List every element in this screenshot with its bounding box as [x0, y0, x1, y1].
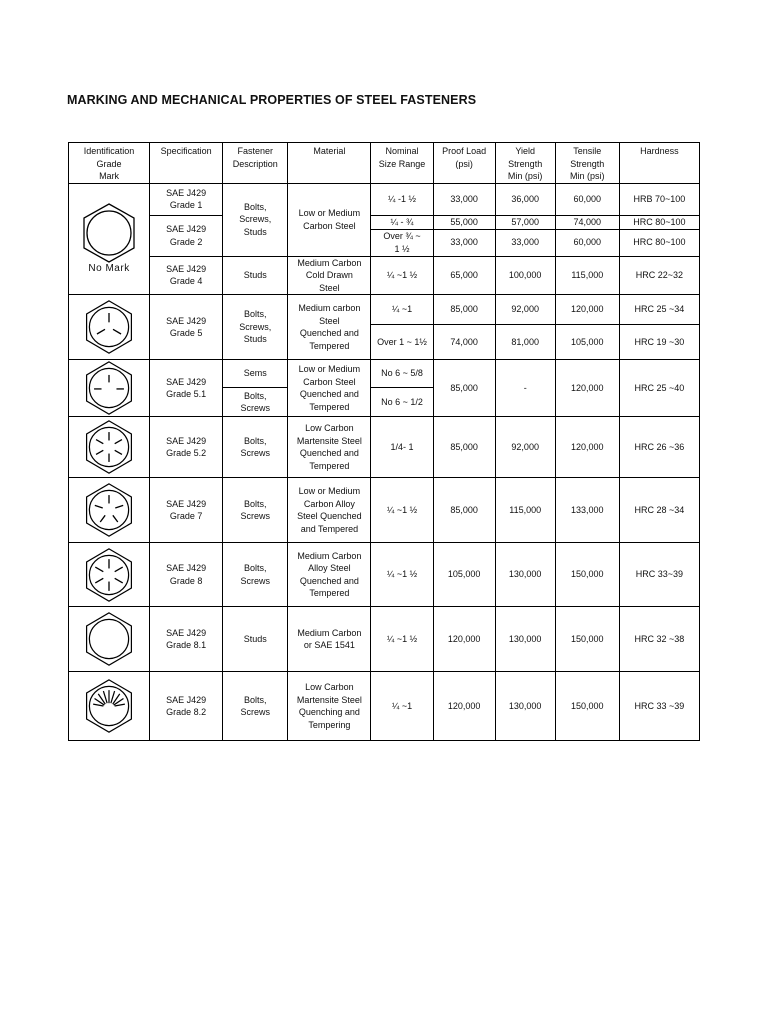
- sunburst-hexagon-icon: [81, 678, 137, 734]
- proof-cell: 33,000: [433, 183, 495, 215]
- table-row: [69, 295, 700, 325]
- yield-cell: 115,000: [495, 478, 555, 543]
- tensile-cell: 150,000: [555, 543, 619, 607]
- tensile-cell: 150,000: [555, 672, 619, 741]
- yield-cell: 92,000: [495, 295, 555, 325]
- desc-cell: Bolts, Screws: [223, 478, 288, 543]
- size-cell: ¼ - ¾: [371, 215, 433, 229]
- spec-cell: SAE J429 Grade 4: [150, 256, 223, 295]
- size-cell: ¼ ~1 ½: [371, 607, 433, 672]
- table-row: [69, 478, 700, 543]
- tensile-cell: 120,000: [555, 417, 619, 478]
- desc-cell: Bolts, Screws: [223, 672, 288, 741]
- plain-hexagon-icon: [81, 611, 137, 667]
- three-dash-hexagon-icon: [81, 360, 137, 416]
- table-row: [69, 256, 700, 295]
- material-cell: Medium Carbon Cold Drawn Steel: [288, 256, 371, 295]
- yield-cell: 81,000: [495, 325, 555, 360]
- table-row: [69, 417, 700, 478]
- yield-cell: 57,000: [495, 215, 555, 229]
- yield-cell: -: [495, 360, 555, 417]
- proof-cell: 120,000: [433, 607, 495, 672]
- col-header-yield: Yield Strength Min (psi): [495, 143, 555, 184]
- mark-cell-grade-5-2: [69, 417, 150, 478]
- desc-cell: Bolts, Screws: [223, 417, 288, 478]
- col-header-desc: Fastener Description: [223, 143, 288, 184]
- col-header-mark: Identification Grade Mark: [69, 143, 150, 184]
- six-radial-lines-hexagon-icon: [81, 419, 137, 475]
- material-cell: Medium Carbon Alloy Steel Quenched and Tempered: [288, 543, 371, 607]
- proof-cell: 120,000: [433, 672, 495, 741]
- table-row: [69, 215, 700, 229]
- yield-cell: 130,000: [495, 543, 555, 607]
- spec-cell: SAE J429 Grade 8.2: [150, 672, 223, 741]
- proof-cell: 85,000: [433, 417, 495, 478]
- material-cell: Medium carbon Steel Quenched and Tempered: [288, 295, 371, 360]
- page-title: MARKING AND MECHANICAL PROPERTIES OF STEEL FASTENERS: [67, 93, 477, 107]
- col-header-spec: Specification: [150, 143, 223, 184]
- tensile-cell: 150,000: [555, 607, 619, 672]
- mark-cell-grade-5: [69, 295, 150, 360]
- desc-cell: Bolts, Screws: [223, 388, 288, 417]
- material-cell: Low or Medium Carbon Steel Quenched and Tempered: [288, 360, 371, 417]
- plain-hexagon-icon: [79, 202, 139, 264]
- desc-cell: Sems: [223, 360, 288, 388]
- table-row: [69, 183, 700, 215]
- spec-cell: SAE J429 Grade 2: [150, 215, 223, 256]
- proof-cell: 74,000: [433, 325, 495, 360]
- proof-cell: 33,000: [433, 229, 495, 256]
- hardness-cell: HRC 19 ~30: [619, 325, 699, 360]
- tensile-cell: 74,000: [555, 215, 619, 229]
- spec-cell: SAE J429 Grade 1: [150, 183, 223, 215]
- hardness-cell: HRC 28 ~34: [619, 478, 699, 543]
- six-radial-lines-hexagon-icon: [81, 547, 137, 603]
- mark-cell-grade-5-1: [69, 360, 150, 417]
- spec-cell: SAE J429 Grade 8.1: [150, 607, 223, 672]
- five-radial-lines-hexagon-icon: [81, 482, 137, 538]
- hardness-cell: HRC 33 ~39: [619, 672, 699, 741]
- mark-cell-no-mark: [69, 183, 150, 295]
- no-mark-label: No Mark: [88, 263, 130, 274]
- material-cell: Medium Carbon or SAE 1541: [288, 607, 371, 672]
- tensile-cell: 133,000: [555, 478, 619, 543]
- tensile-cell: 105,000: [555, 325, 619, 360]
- yield-cell: 100,000: [495, 256, 555, 295]
- table-row: [69, 543, 700, 607]
- col-header-tensile: Tensile Strength Min (psi): [555, 143, 619, 184]
- hardness-cell: HRC 33~39: [619, 543, 699, 607]
- col-header-hardness: Hardness: [619, 143, 699, 184]
- col-header-material: Material: [288, 143, 371, 184]
- three-radial-lines-hexagon-icon: [81, 299, 137, 355]
- desc-cell: Bolts, Screws: [223, 543, 288, 607]
- mark-cell-grade-8-1: [69, 607, 150, 672]
- yield-cell: 130,000: [495, 672, 555, 741]
- spec-cell: SAE J429 Grade 7: [150, 478, 223, 543]
- size-cell: ¼ -1 ½: [371, 183, 433, 215]
- spec-cell: SAE J429 Grade 5.1: [150, 360, 223, 417]
- yield-cell: 33,000: [495, 229, 555, 256]
- size-cell: Over ¾ ~ 1 ½: [371, 229, 433, 256]
- fastener-table: [68, 142, 700, 741]
- material-cell: Low Carbon Martensite Steel Quenching and Tempering: [288, 672, 371, 741]
- size-cell: ¼ ~1: [371, 672, 433, 741]
- proof-cell: 85,000: [433, 360, 495, 417]
- proof-cell: 85,000: [433, 478, 495, 543]
- size-cell: 1/4- 1: [371, 417, 433, 478]
- size-cell: No 6 ~ 1/2: [371, 388, 433, 417]
- tensile-cell: 60,000: [555, 229, 619, 256]
- spec-cell: SAE J429 Grade 5: [150, 295, 223, 360]
- hardness-cell: HRB 70~100: [619, 183, 699, 215]
- hardness-cell: HRC 25 ~34: [619, 295, 699, 325]
- size-cell: ¼ ~1 ½: [371, 543, 433, 607]
- header-row: [69, 143, 700, 184]
- material-cell: Low Carbon Martensite Steel Quenched and Tempered: [288, 417, 371, 478]
- desc-cell: Bolts, Screws, Studs: [223, 183, 288, 256]
- size-cell: No 6 ~ 5/8: [371, 360, 433, 388]
- mark-cell-grade-7: [69, 478, 150, 543]
- yield-cell: 36,000: [495, 183, 555, 215]
- size-cell: ¼ ~1: [371, 295, 433, 325]
- yield-cell: 130,000: [495, 607, 555, 672]
- table-row: [69, 607, 700, 672]
- proof-cell: 105,000: [433, 543, 495, 607]
- hardness-cell: HRC 25 ~40: [619, 360, 699, 417]
- table-row: [69, 672, 700, 741]
- size-cell: ¼ ~1 ½: [371, 478, 433, 543]
- hardness-cell: HRC 26 ~36: [619, 417, 699, 478]
- mark-cell-grade-8: [69, 543, 150, 607]
- hardness-cell: HRC 80~100: [619, 215, 699, 229]
- hardness-cell: HRC 32 ~38: [619, 607, 699, 672]
- col-header-size: Nominal Size Range: [371, 143, 433, 184]
- mark-cell-grade-8-2: [69, 672, 150, 741]
- yield-cell: 92,000: [495, 417, 555, 478]
- desc-cell: Bolts, Screws, Studs: [223, 295, 288, 360]
- desc-cell: Studs: [223, 607, 288, 672]
- table-row: [69, 360, 700, 388]
- hardness-cell: HRC 80~100: [619, 229, 699, 256]
- hardness-cell: HRC 22~32: [619, 256, 699, 295]
- proof-cell: 85,000: [433, 295, 495, 325]
- proof-cell: 55,000: [433, 215, 495, 229]
- tensile-cell: 115,000: [555, 256, 619, 295]
- material-cell: Low or Medium Carbon Steel: [288, 183, 371, 256]
- tensile-cell: 60,000: [555, 183, 619, 215]
- spec-cell: SAE J429 Grade 8: [150, 543, 223, 607]
- size-cell: Over 1 ~ 1½: [371, 325, 433, 360]
- tensile-cell: 120,000: [555, 360, 619, 417]
- size-cell: ¼ ~1 ½: [371, 256, 433, 295]
- desc-cell: Studs: [223, 256, 288, 295]
- material-cell: Low or Medium Carbon Alloy Steel Quenched and Tempered: [288, 478, 371, 543]
- tensile-cell: 120,000: [555, 295, 619, 325]
- spec-cell: SAE J429 Grade 5.2: [150, 417, 223, 478]
- proof-cell: 65,000: [433, 256, 495, 295]
- col-header-proof: Proof Load (psi): [433, 143, 495, 184]
